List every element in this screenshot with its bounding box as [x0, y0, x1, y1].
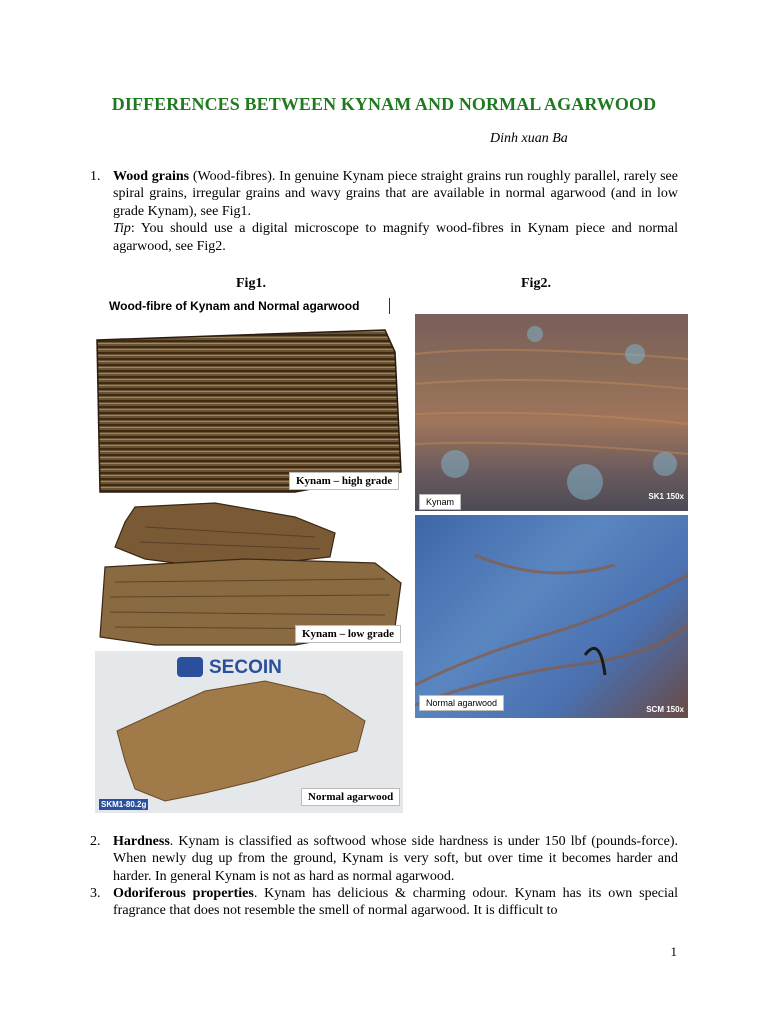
list-item-wood-grains [90, 168, 678, 255]
normal-agarwood-photo [95, 651, 403, 813]
author-name: Dinh xuan Ba [490, 131, 568, 146]
item-text: . Kynam has delicious & charming odour. Kynam has its own special fragrance that does not resemble the smell of normal agarwood. It is difficult to [113, 886, 678, 919]
sample-code: SKM1-80.2g [101, 800, 147, 809]
secoin-logo-text: SECOIN [209, 657, 282, 678]
fig2-code-bottom: SCM 150x [646, 705, 684, 714]
fig1-tag-low-grade: Kynam – low grade [295, 625, 401, 643]
tip-label: Tip [113, 221, 131, 237]
list-number: 1. [90, 169, 101, 184]
fig2-tag-kynam: Kynam [419, 494, 461, 510]
kynam-high-grade-photo [95, 322, 405, 496]
list-item-odoriferous [90, 885, 678, 920]
fig2-tag-normal: Normal agarwood [419, 695, 504, 711]
fig1-tag-high-grade: Kynam – high grade [289, 472, 399, 490]
list-number: 3. [90, 886, 101, 901]
page-number: 1 [670, 944, 677, 959]
tip-text: : You should use a digital microscope to magnify wood-fibres in Kynam piece and normal agarwood, see Fig2. [113, 221, 678, 254]
fig1-caption: Wood-fibre of Kynam and Normal agarwood [109, 299, 360, 313]
item-heading: Odoriferous properties [113, 886, 254, 901]
fig1-tag-normal: Normal agarwood [301, 788, 400, 806]
item-text: . Kynam is classified as softwood whose side hardness is under 150 lbf (pounds-force). When newly dug up from the ground, Kynam is very soft, but over time it becomes harder and harder. In general Kynam is not as hard as normal agarwood. [113, 834, 678, 884]
item-text: (Wood-fibres). In genuine Kynam piece straight grains run roughly parallel, rarely see spiral grains, irregular grains and wavy grains that are available in normal agarwood (and in low grade Kynam), see Fig1. [113, 169, 678, 219]
fig2-code-top: SK1 150x [648, 492, 684, 501]
fig1-label: Fig1. [236, 276, 266, 291]
list-item-hardness [90, 833, 678, 885]
caption-cursor [389, 298, 390, 314]
normal-agarwood-microscope-photo [415, 515, 688, 718]
list-number: 2. [90, 834, 101, 849]
fig2-label: Fig2. [521, 276, 551, 291]
item-heading: Wood grains [113, 169, 190, 184]
page-title: DIFFERENCES BETWEEN KYNAM AND NORMAL AGARWOOD [111, 94, 657, 114]
kynam-low-grade-photo [95, 497, 405, 649]
item-heading: Hardness [113, 834, 170, 849]
kynam-microscope-photo [415, 314, 688, 511]
